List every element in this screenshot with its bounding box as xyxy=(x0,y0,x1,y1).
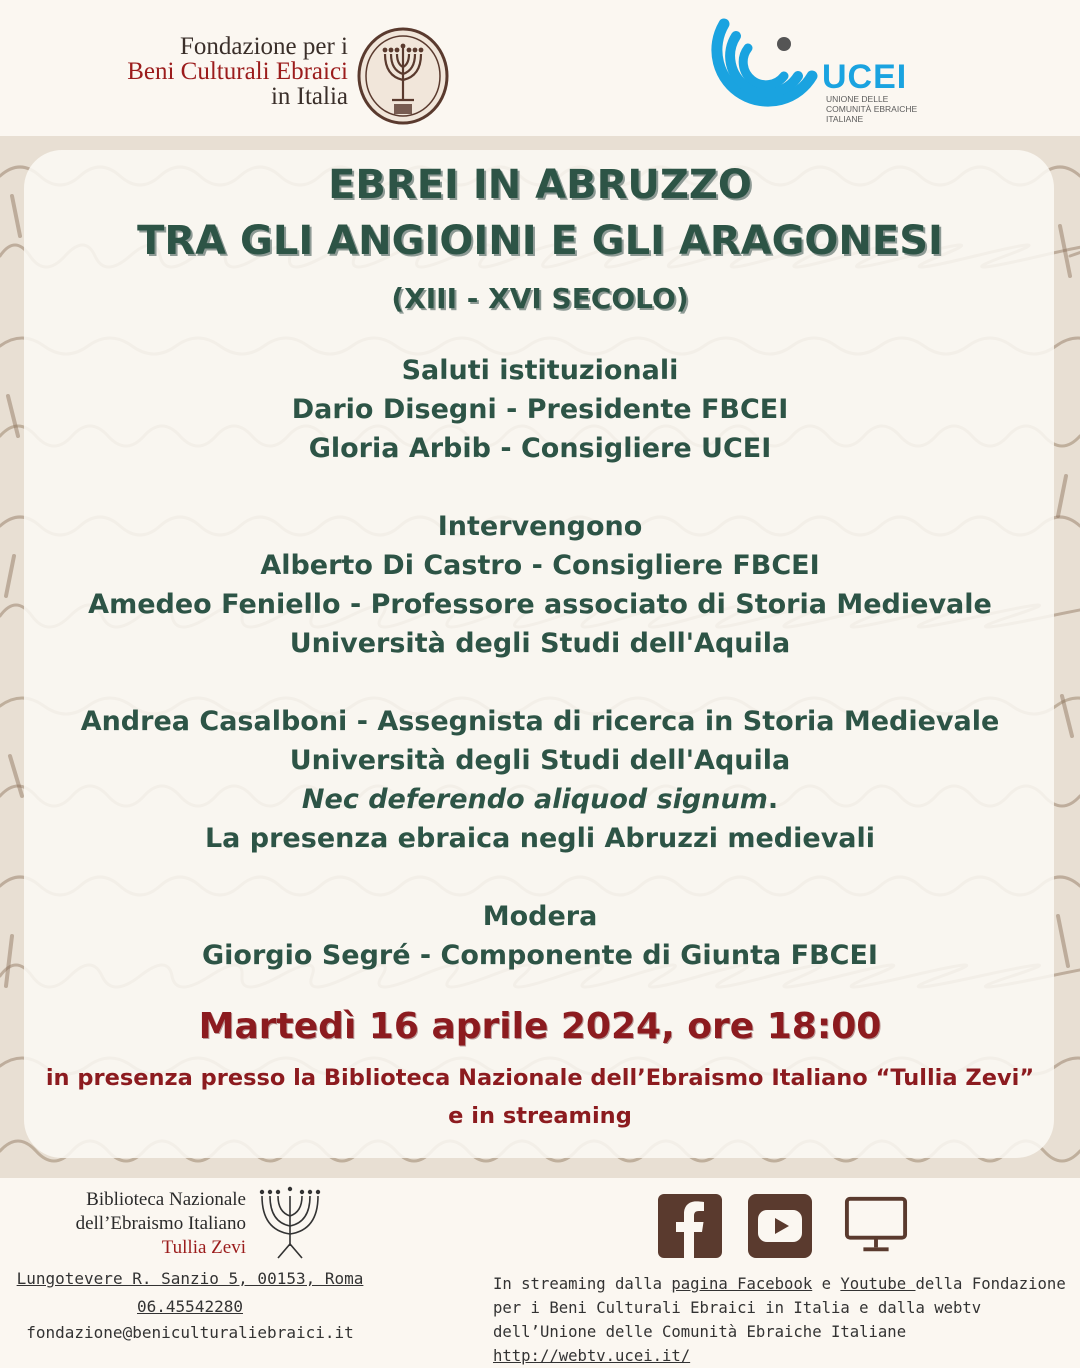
speaker-3: Andrea Casalboni - Assegnista di ricerca in Storia Medievale xyxy=(80,706,1000,737)
ucei-subtitle xyxy=(826,94,917,124)
speaker-1: Alberto Di Castro - Consigliere FBCEI xyxy=(260,550,820,581)
address-link[interactable]: Lungotevere R. Sanzio 5, 00153, Roma xyxy=(16,1269,364,1288)
interventi-heading: Intervengono xyxy=(437,511,643,542)
phone-link[interactable]: 06.45542280 xyxy=(137,1297,243,1316)
talk-title-dot: . xyxy=(767,784,779,815)
fbcei-line-1: Fondazione per i xyxy=(179,33,348,60)
event-venue: in presenza presso la Biblioteca Nazionale dell’Ebraismo Italiano “Tullia Zevi” xyxy=(45,1065,1035,1091)
ucei-sub-line-3: ITALIANE xyxy=(826,114,864,124)
ucei-sub-line-2: COMUNITÀ EBRAICHE xyxy=(826,104,918,114)
fbcei-line-2: Beni Culturali Ebraici xyxy=(127,58,348,85)
library-logo-text xyxy=(40,1188,246,1260)
stream-text-3: della Fondazione per i Beni Culturali Ebraici in Italia e dalla webtv dell’Unione delle Comunità Ebraiche Italiane xyxy=(493,1275,1066,1341)
talk-title xyxy=(0,781,1080,819)
webtv-link[interactable]: http://webtv.ucei.it/ xyxy=(493,1347,691,1365)
moderator: Giorgio Segré - Componente di Giunta FBCEI xyxy=(202,940,878,971)
fbcei-seal-icon xyxy=(356,26,450,126)
facebook-icon[interactable] xyxy=(658,1194,722,1258)
ucei-sub-line-1: UNIONE DELLE xyxy=(826,94,889,104)
speaker-3-affiliation: Università degli Studi dell'Aquila xyxy=(289,745,791,776)
talk-title-italic: Nec deferendo aliquod signum xyxy=(301,784,768,815)
event-date: Martedì 16 aprile 2024, ore 18:00 xyxy=(198,1006,882,1047)
youtube-link[interactable]: Youtube xyxy=(840,1275,916,1293)
saluti-speaker-2: Gloria Arbib - Consigliere UCEI xyxy=(308,433,772,464)
speaker-2-affiliation: Università degli Studi dell'Aquila xyxy=(289,628,791,659)
talk-subtitle: La presenza ebraica negli Abruzzi medievali xyxy=(204,823,876,854)
title-line-1: EBREI IN ABRUZZO xyxy=(328,162,752,208)
menorah-icon xyxy=(256,1184,324,1260)
streaming-info xyxy=(493,1272,1073,1368)
title-line-2: TRA GLI ANGIOINI E GLI ARAGONESI xyxy=(137,218,943,264)
library-line-3: Tullia Zevi xyxy=(161,1237,246,1258)
facebook-link[interactable]: pagina Facebook xyxy=(671,1275,813,1293)
monitor-icon[interactable] xyxy=(844,1194,908,1258)
event-streaming: e in streaming xyxy=(448,1103,632,1129)
stream-text-1: In streaming dalla xyxy=(493,1275,672,1293)
youtube-icon[interactable] xyxy=(748,1194,812,1258)
fbcei-logo-text xyxy=(100,34,348,109)
modera-heading: Modera xyxy=(482,901,598,932)
saluti-speaker-1: Dario Disegni - Presidente FBCEI xyxy=(291,394,789,425)
title-line-3: (XIII - XVI SECOLO) xyxy=(391,282,689,315)
speaker-2: Amedeo Feniello - Professore associato di Storia Medievale xyxy=(88,589,992,620)
stream-text-2: e xyxy=(812,1275,841,1293)
library-line-1: Biblioteca Nazionale xyxy=(86,1189,246,1210)
email-text[interactable]: fondazione@beniculturaliebraici.it xyxy=(26,1323,354,1342)
ucei-wordmark: UCEI xyxy=(822,58,908,96)
ucei-logo-icon xyxy=(700,18,820,124)
library-line-2: dell’Ebraismo Italiano xyxy=(75,1213,246,1234)
saluti-heading: Saluti istituzionali xyxy=(401,355,679,386)
fbcei-line-3: in Italia xyxy=(270,83,348,110)
